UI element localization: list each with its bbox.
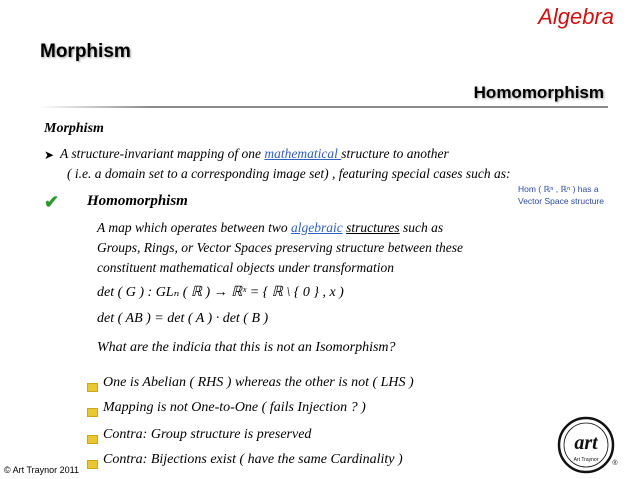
- bullet-text-b: structure to another: [341, 146, 449, 161]
- bullet-line-2: ( i.e. a domain set to a corresponding image set) , featuring special cases such as:: [67, 166, 511, 181]
- definition-line-2: Groups, Rings, or Vector Spaces preserving structure between these: [97, 240, 463, 255]
- determinant-product-equation: det ( AB ) = det ( A ) · det ( B ): [97, 311, 269, 326]
- isomorphism-question: What are the indicia that this is not an Isomorphism?: [97, 340, 396, 355]
- list-item: Contra: Bijections exist ( have the same Cardinality ): [103, 452, 403, 467]
- definition-text-c: such as: [399, 220, 444, 235]
- list-item: Mapping is not One-to-One ( fails Injection ? ): [103, 400, 366, 415]
- mathematical-link[interactable]: mathematical: [264, 146, 342, 161]
- square-bullet-icon: [87, 460, 98, 469]
- page-title: Morphism: [40, 41, 131, 62]
- side-note-line-2: Vector Space structure: [518, 196, 604, 206]
- square-bullet-icon: [87, 383, 98, 392]
- logo-subtext: Art Traynor: [573, 457, 599, 463]
- definition-line-1: [97, 220, 443, 236]
- morphism-heading: Morphism: [44, 121, 104, 136]
- structures-link[interactable]: structures: [346, 220, 400, 235]
- bullet-line-1: [60, 146, 449, 162]
- square-bullet-icon: [87, 435, 98, 444]
- square-bullet-icon: [87, 408, 98, 417]
- logo-text: art: [574, 432, 598, 454]
- list-item: One is Abelian ( RHS ) whereas the other is not ( LHS ): [103, 375, 414, 390]
- bullet-text-a: A structure-invariant mapping of one: [60, 146, 265, 161]
- copyright-notice: © Art Traynor 2011: [4, 465, 80, 475]
- registered-mark: ®: [612, 460, 618, 467]
- list-item: Contra: Group structure is preserved: [103, 427, 312, 442]
- definition-text-a: A map which operates between two: [97, 220, 291, 235]
- definition-line-3: constituent mathematical objects under transformation: [97, 260, 394, 275]
- side-note: [518, 183, 604, 207]
- section-title: Homomorphism: [473, 83, 604, 102]
- art-traynor-logo: [555, 415, 621, 475]
- check-icon: ✔: [44, 192, 60, 212]
- title-divider: [38, 106, 608, 108]
- side-note-line-1: Hom ( ℝⁿ , ℝⁿ ) has a: [518, 184, 599, 194]
- arrow-bullet-icon: ➤: [44, 148, 55, 162]
- corner-title: Algebra: [538, 4, 614, 29]
- algebraic-link[interactable]: algebraic: [290, 220, 343, 235]
- determinant-map-equation: det ( G ) : GLₙ ( ℝ ) → ℝˣ = { ℝ \ { 0 } , x ): [97, 285, 344, 300]
- homomorphism-heading: Homomorphism: [87, 193, 188, 209]
